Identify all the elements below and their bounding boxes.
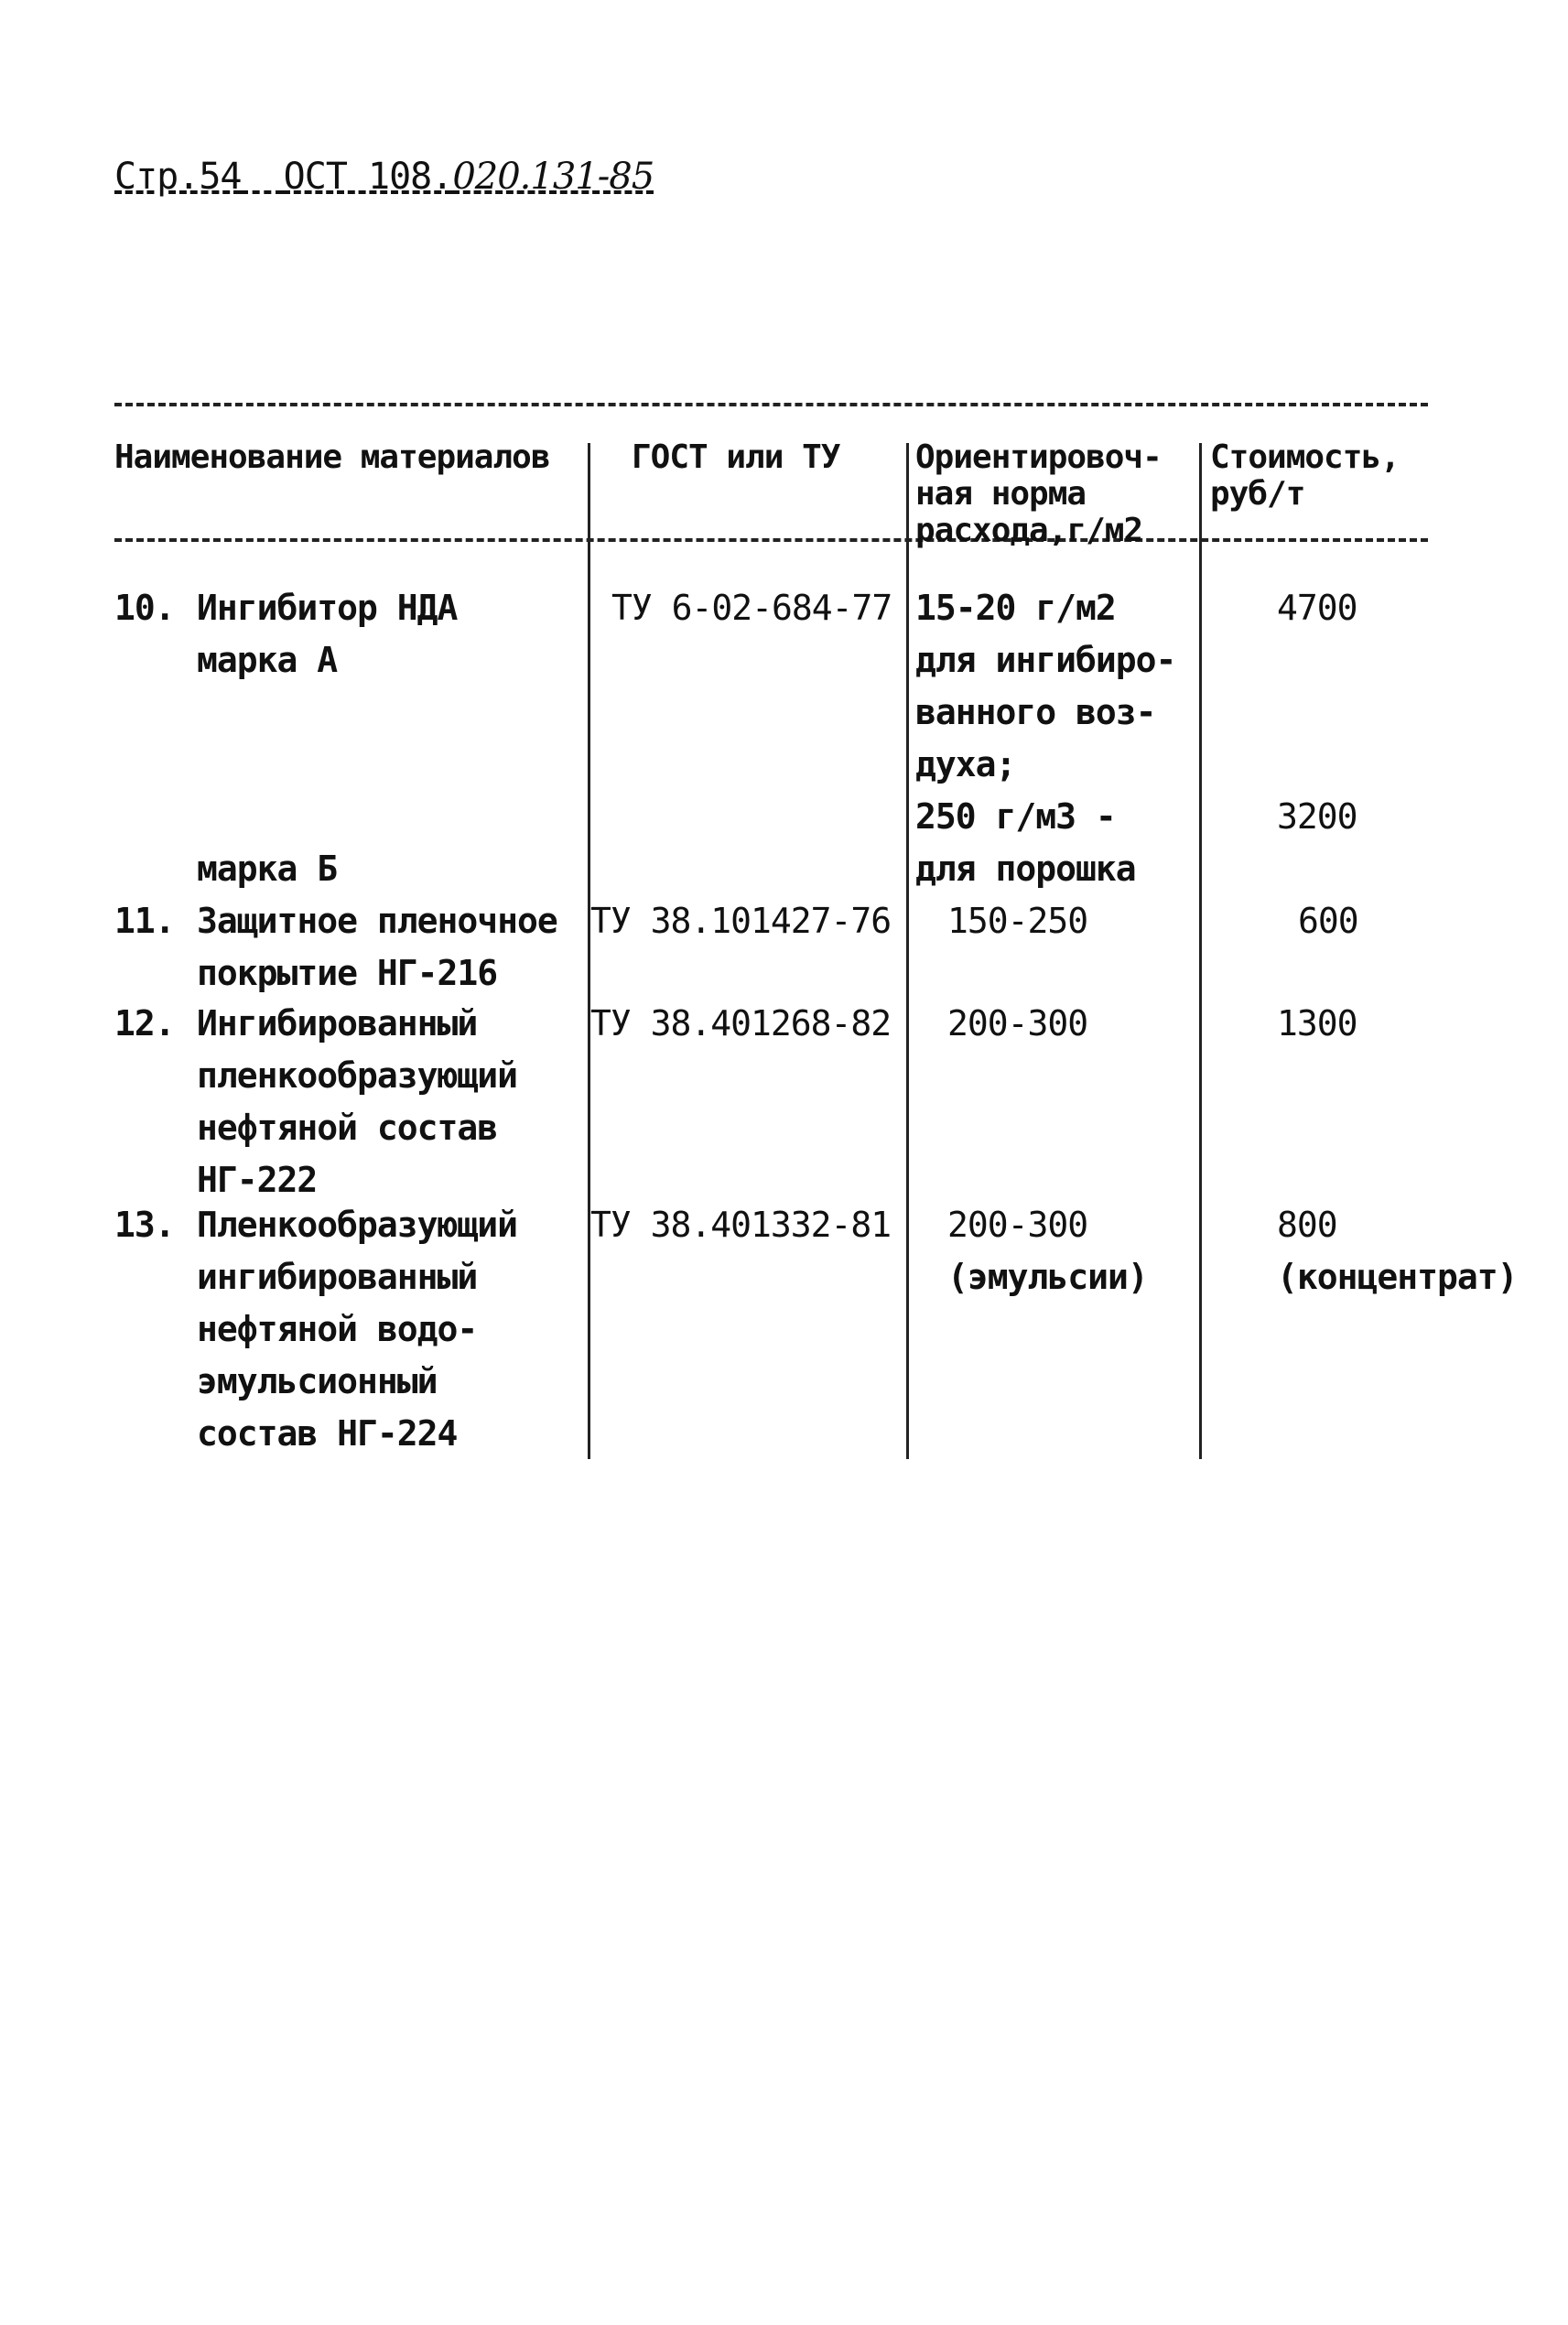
cost-value: 800 [1277, 1205, 1337, 1245]
cost-value: 600 [1298, 901, 1358, 941]
cost-value: 1300 [1277, 1003, 1357, 1044]
material-name: Ингибированный пленкообразующий нефтяной состав НГ-222 [197, 1003, 518, 1200]
consumption-norm: 200-300 [947, 1003, 1088, 1044]
row-number: 11. [114, 901, 175, 941]
column-divider-1 [588, 443, 590, 1459]
gost-code: ТУ 38.401332-81 [590, 1205, 892, 1245]
gost-code: ТУ 6-02-684-77 [611, 588, 892, 628]
page-header [114, 156, 654, 198]
consumption-norm: 15-20 г/м2 для ингибиро- ванного воз- духа; 250 г/м3 - для порошка [915, 588, 1176, 889]
column-header-gost: ГОСТ или ТУ [632, 438, 840, 476]
table-top-rule [114, 403, 1428, 406]
material-name: Защитное пленочное покрытие НГ-216 [197, 901, 557, 993]
consumption-norm: 150-250 [947, 901, 1088, 941]
consumption-norm: 200-300 (эмульсии) [947, 1205, 1148, 1297]
column-header-name: Наименование материалов [114, 438, 550, 476]
row-number: 10. [114, 588, 175, 628]
material-name: Ингибитор НДА марка А марка Б [197, 588, 458, 889]
column-header-norm: Ориентировоч- ная норма расхода,г/м2 [915, 438, 1162, 549]
page-label: Стр.54 [114, 156, 242, 198]
standard-code: ОСТ 108. [283, 156, 453, 198]
table-header-rule [114, 538, 1428, 542]
column-header-cost: Стоимость, руб/т [1210, 438, 1400, 513]
row-number: 13. [114, 1205, 175, 1245]
cost-value: 3200 [1277, 796, 1357, 837]
cost-value: 4700 [1277, 588, 1357, 628]
gost-code: ТУ 38.101427-76 [590, 901, 892, 941]
column-divider-3 [1199, 443, 1202, 1459]
column-divider-2 [906, 443, 909, 1459]
material-name: Пленкообразующий ингибированный нефтяной водо- эмульсионный состав НГ-224 [197, 1205, 518, 1454]
gost-code: ТУ 38.401268-82 [590, 1003, 892, 1044]
cost-note: (концентрат) [1277, 1257, 1518, 1297]
row-number: 12. [114, 1003, 175, 1044]
standard-code-handwritten: 020.131-85 [452, 156, 654, 198]
